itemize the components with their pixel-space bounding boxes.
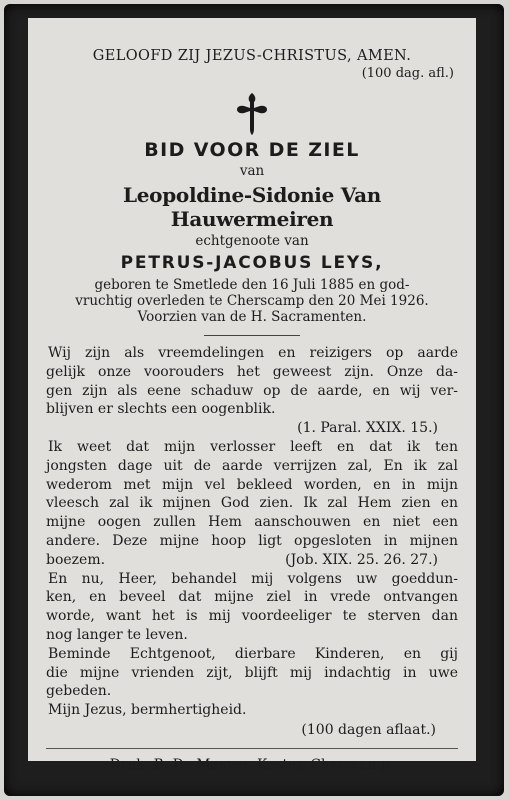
scripture-reference: (Job. XIX. 25. 26. 27.) [285,551,438,568]
paragraph-line: blijven er slechts een oogenblik. [46,401,276,418]
bio-line: Voorzien van de H. Sacramenten. [137,309,367,325]
bio-line: vruchtig overleden te Cherscamp den 20 Mei 1926. [75,293,429,309]
prayer-text [46,344,458,720]
spouse-of-label: echtgenoote van [195,233,309,249]
paragraph-line: Wij zijn als vreemdelingen en reizigers op aarde [48,345,458,361]
paragraph-line: gebeden. [46,683,112,700]
spouse-name: PETRUS-JACOBUS LEYS, [120,253,384,273]
paragraph-line: Beminde Echtgenoot, dierbare Kinderen, en gij [48,645,458,662]
paragraph-line-with-reference [46,551,458,570]
indulgence-note-bottom: (100 dagen aflaat.) [301,721,436,738]
paragraph-line: En nu, Heer, behandel mij volgens uw goeddun- [48,570,458,587]
bio-line: geboren te Smetlede den 16 Juli 1885 en god- [94,277,410,293]
divider [204,335,300,336]
cross-icon [236,93,268,135]
paragraph-line: vleesch zal ik mijnen God zien. Ik zal Hem zien en [46,495,458,512]
divider-long [46,748,458,749]
paragraph-line: nog langer te leven. [46,626,188,643]
paragraph-line: boezem. [46,551,106,568]
scripture-reference: (1. Paral. XXIX. 15.) [297,420,438,437]
printer-imprint: Druk. B. De Maeyer, Koster, Cherscamp. [109,756,395,773]
paragraph-line: Ik weet dat mijn verlosser leeft en dat ik ten [48,438,458,455]
paragraph-line: mijne oogen zullen Hem aanschouwen en niet een [46,514,458,531]
paragraph-line: gen zijn als eene schaduw op de aarde, en wij ver- [46,382,458,399]
biography [46,277,458,325]
deceased-name: Leopoldine-Sidonie Van Hauwermeiren [123,183,381,231]
paragraph-line: Mijn Jezus, bermhertigheid. [48,702,247,719]
pray-title: BID VOOR DE ZIEL [144,139,360,161]
paragraph-line: worde, want het is mij voordeeliger te sterven dan [46,608,458,625]
paragraph-line: die mijne vrienden zijt, blijft mij indachtig in uwe [46,664,458,681]
memorial-card [28,18,476,773]
paragraph-line: ken, en beveel dat mijne ziel in vrede ontvangen [46,589,458,606]
paragraph-line: gelijk onze voorouders het geweest zijn. Onze da- [46,363,458,380]
van-label: van [239,163,265,179]
paragraph-line: jongsten dage uit de aarde verrijzen zal, En ik zal [46,457,458,474]
indulgence-note-top: (100 dag. afl.) [361,66,454,81]
card-header: GELOOFD ZIJ JEZUS-CHRISTUS, AMEN. [92,48,412,64]
paragraph-line: andere. Deze mijne hoop ligt opgesloten in mijnen [46,532,458,549]
paragraph-line: wederom met mijn vel bekleed worden, en in mijn [46,476,458,493]
